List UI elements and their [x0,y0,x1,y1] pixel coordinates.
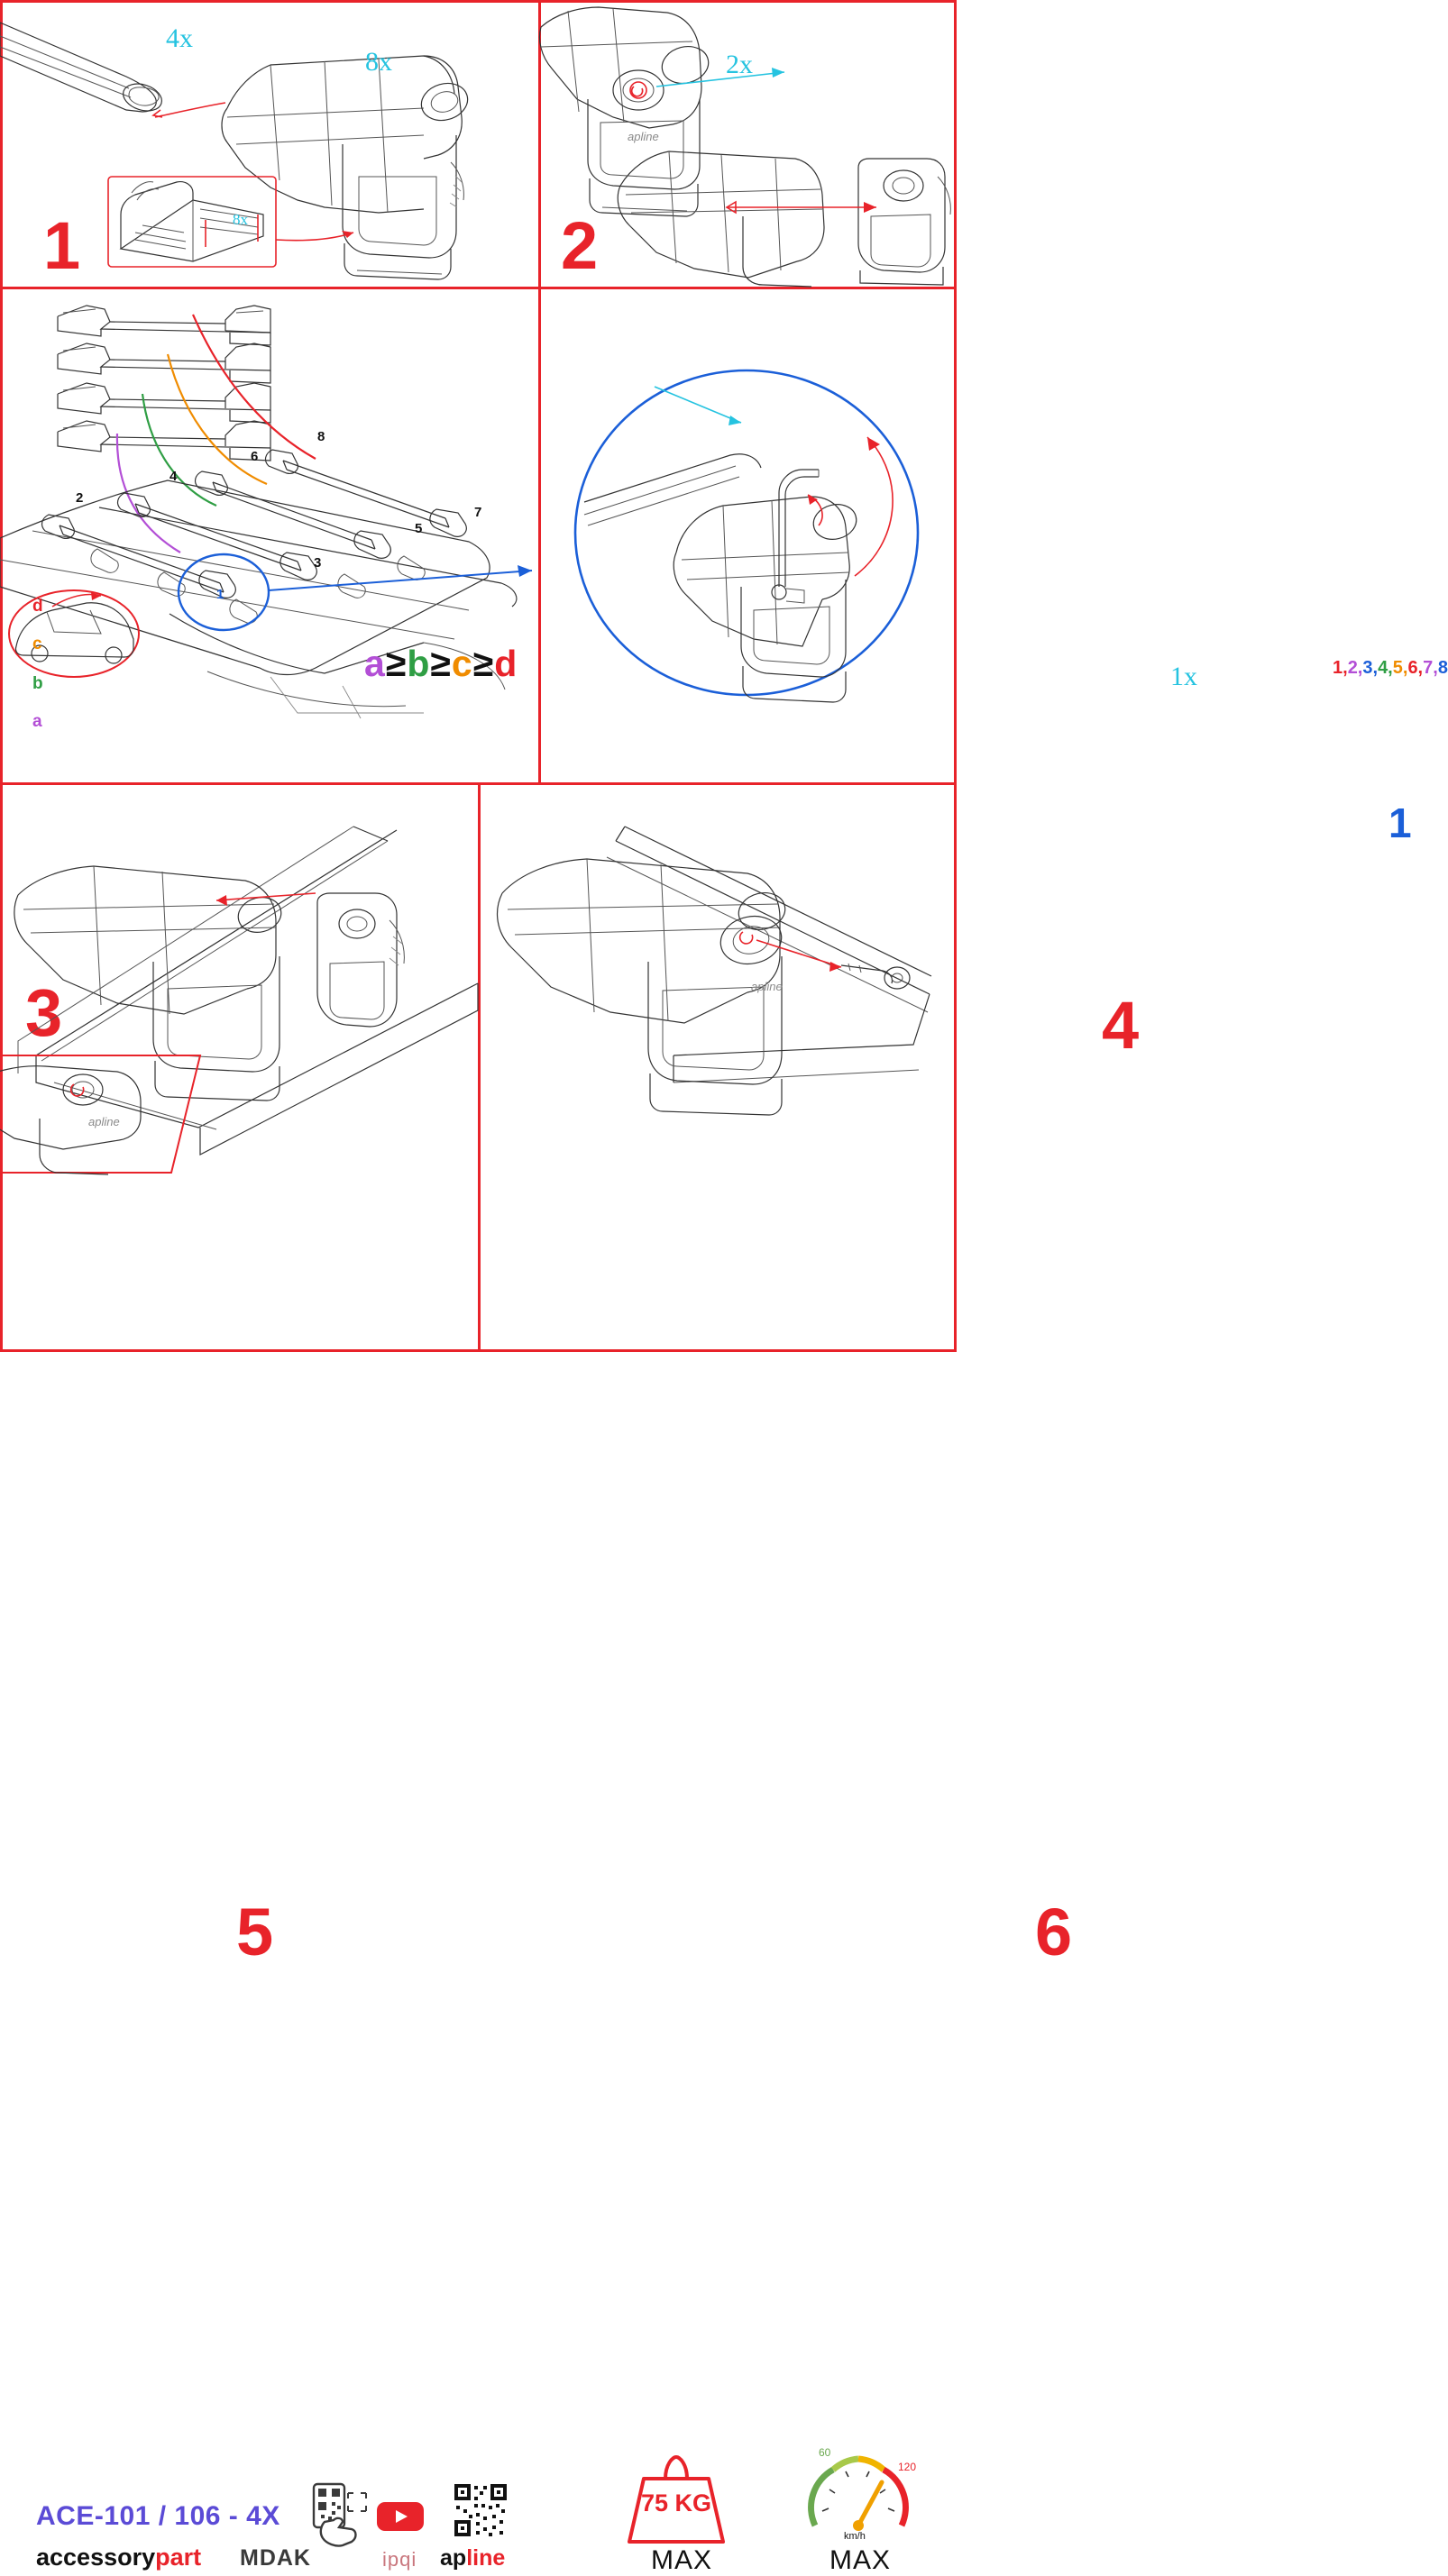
step1-qty-8x: 8x [365,47,392,77]
step-3-number: 3 [25,975,61,1050]
weight-limit-value: 75 KG [641,2489,712,2517]
partner-name-mdak: MDAK [240,2545,311,2571]
inequality-op-2: ≥ [430,643,452,684]
step-1-panel [0,0,538,287]
inequality-op-3: ≥ [472,643,495,684]
footer-panel [0,1244,957,2575]
youtube-icon[interactable] [375,2498,426,2535]
step-2-panel [541,0,957,287]
step-1-illustration [0,0,538,287]
step4-torque-sequence: 1,2,3,4,5,6,7,8 [1333,658,1448,678]
step-2-illustration [541,0,957,287]
qr-code-icon [453,2482,509,2538]
inequality-token-c: c [451,643,473,684]
svg-text:2: 2 [76,490,84,506]
svg-text:4: 4 [170,469,178,484]
step3-row-label-b: b [32,674,43,693]
step-5-illustration [0,785,478,1236]
product-code: ACE-101 / 106 - 4X [36,2501,280,2531]
step-6-illustration [481,785,957,1182]
svg-text:7: 7 [474,505,482,520]
partner-name-ipqi: ipqi [382,2548,417,2571]
svg-text:8: 8 [317,429,325,444]
svg-text:apline: apline [88,1115,120,1128]
svg-text:3: 3 [314,555,322,571]
step-6-number: 6 [1035,1895,1071,1969]
partner-name-apline [440,2545,505,2571]
step1-inset-qty-8x: 8x [233,211,248,228]
svg-text:apline: apline [628,130,659,143]
brand-name-part1: accessory [36,2544,156,2571]
inequality-token-d: d [494,643,518,684]
step-2-number: 2 [561,208,597,283]
speed-unit-label: km/h [844,2531,866,2542]
svg-text:apline: apline [751,980,783,993]
inequality-op-1: ≥ [385,643,408,684]
speed-max-label: 120 [898,2461,917,2473]
apline-part1: ap [440,2545,467,2571]
step3-row-label-a: a [32,712,42,731]
speed-limit-label: MAX [829,2545,892,2575]
brand-name-part2: part [155,2544,202,2571]
inequality-token-a: a [364,643,386,684]
step-1-number: 1 [43,208,79,283]
step3-inequality [364,643,518,685]
step4-qty-1x: 1x [1170,662,1197,691]
apline-part2: line [466,2545,506,2571]
step-3-illustration [0,289,538,782]
step-5-panel [0,785,478,1969]
step-4-illustration [541,289,957,782]
svg-text:1: 1 [216,587,225,602]
speed-min-label: 60 [819,2446,831,2459]
step3-row-label-d: d [32,597,43,616]
inequality-token-b: b [407,643,431,684]
svg-text:6: 6 [251,449,259,464]
step-5-number: 5 [236,1895,272,1969]
step1-qty-4x: 4x [166,23,193,53]
step-4-number: 4 [1102,988,1138,1063]
qr-hand-icon [307,2480,375,2549]
weight-limit-label: MAX [651,2545,713,2575]
step-3-panel [0,289,538,1050]
svg-text:5: 5 [415,521,423,536]
step3-row-label-c: c [32,635,42,653]
brand-name [36,2544,201,2571]
step4-highlight-number: 1 [1388,799,1412,846]
step2-qty-2x: 2x [726,50,753,79]
step-6-panel [481,785,1071,1969]
